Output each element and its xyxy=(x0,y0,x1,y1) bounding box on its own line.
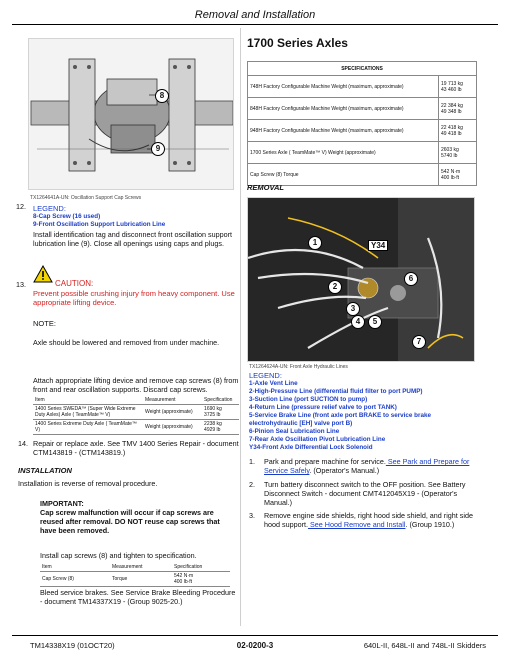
hydraulic-legend xyxy=(249,371,479,452)
figure2-caption: TX1264624A-UN: Front Axle Hydraulic Lines xyxy=(249,364,348,370)
column-divider xyxy=(240,28,241,626)
right-step-1-number: 1. xyxy=(249,457,255,466)
section-title: 1700 Series Axles xyxy=(247,36,348,50)
step-12-number: 12. xyxy=(16,202,26,211)
hydraulic-photo xyxy=(248,198,475,362)
header-rule xyxy=(12,24,498,25)
table-cell-item: 1400 Series Extreme Duty Axle ( TeamMate™ V) xyxy=(33,420,143,435)
important-label: IMPORTANT: xyxy=(40,499,84,508)
table-cell-item: 1400 Series SWEDA™ (Super Wide Extreme Duty Axles) Axle ( TeamMate™ V) xyxy=(33,405,143,420)
hydraulic-lines-figure xyxy=(247,197,475,362)
table-cell-measurement: Torque xyxy=(110,572,172,587)
legend2-item: 6-Pinion Seal Lubrication Line xyxy=(249,428,340,435)
callout-1: 1 xyxy=(308,236,322,250)
note-text: Axle should be lowered and removed from under machine. xyxy=(33,338,220,347)
spec-row-label: 848H Factory Configurable Machine Weight (maximum, approximate) xyxy=(248,98,439,120)
step-12-legend-title: LEGEND: xyxy=(33,204,66,213)
table-cell-measurement: Weight (approximate) xyxy=(143,405,202,420)
col-item: Item xyxy=(33,396,143,405)
right-step-2-text: Turn battery disconnect switch to the OFF position. See Battery Disconnect Switch - document CMT412045X19 - (Operator's Manual.) xyxy=(264,480,466,507)
callout-6: 6 xyxy=(404,272,418,286)
legend2-item: 1-Axle Vent Line xyxy=(249,380,298,387)
table-cell-spec: 1690 kg 3725 lb xyxy=(202,405,239,420)
col-item: Item xyxy=(40,563,110,572)
callout-8: 8 xyxy=(155,89,169,103)
figure1-caption: TX1264641A-UN: Oscillation Support Cap Screws xyxy=(30,195,142,201)
callout-5: 5 xyxy=(368,315,382,329)
footer-rule xyxy=(12,635,498,636)
spec-row-value: 542 N·m 400 lb·ft xyxy=(439,164,477,186)
note-label: NOTE: xyxy=(33,319,56,328)
removal-heading: REMOVAL xyxy=(247,183,284,192)
legend2-title: LEGEND: xyxy=(249,371,282,380)
legend2-item: 3-Suction Line (port SUCTION to pump) xyxy=(249,396,368,403)
col-spec: Specification xyxy=(202,396,239,405)
step-12-text: Install identification tag and disconnect front oscillation support lubrication line (9). Close all openings using caps and plugs. xyxy=(33,230,232,248)
axle-oscillation-figure xyxy=(28,38,234,190)
table-cell-item: Cap Screw (8) xyxy=(40,572,110,587)
right-step-3-text: Remove engine side shields, right hood side shield, and right side hood support. See Hood Remove and Install. (Group 1910.) xyxy=(264,511,473,529)
legend2-item: Y34-Front Axle Differential Lock Solenoid xyxy=(249,444,373,451)
callout-2: 2 xyxy=(328,280,342,294)
col-measurement: Measurement xyxy=(110,563,172,572)
step-14-text: Repair or replace axle. See TMV 1400 Series Repair - document CTM143819 - (CTM143819.) xyxy=(33,439,239,457)
spec-row-value: 22 384 kg 49 348 lb xyxy=(439,98,477,120)
axle-drawing xyxy=(29,39,234,190)
callout-9: 9 xyxy=(151,142,165,156)
specifications-header: SPECIFICATIONS xyxy=(248,62,477,76)
legend2-item: 7-Rear Axle Oscillation Pivot Lubrication Line xyxy=(249,436,386,443)
step-13-text: Attach appropriate lifting device and remove cap screws (8) from front and rear oscillation supports. Discard cap screws. xyxy=(33,376,239,394)
caution-icon xyxy=(33,265,53,288)
caution-text: Prevent possible crushing injury from heavy component. Use appropriate lifting device. xyxy=(33,289,235,307)
footer-machine-models: 640L-II, 648L-II and 748L-II Skidders xyxy=(363,641,486,650)
spec-row-value: 2603 kg 5740 lb xyxy=(439,142,477,164)
bleed-text: Bleed service brakes. See Service Brake Bleeding Procedure - document TM14337X19 - (Group 9025-20.) xyxy=(40,588,236,606)
footer-page-number: 02-0200-3 xyxy=(236,641,274,650)
callout-4: 4 xyxy=(351,315,365,329)
step-12-block xyxy=(33,204,237,248)
col-spec: Specification xyxy=(172,563,230,572)
spec-row-label: 748H Factory Configurable Machine Weight (maximum, approximate) xyxy=(248,76,439,98)
spec-row-label: 1700 Series Axle ( TeamMate™ V) Weight (approximate) xyxy=(248,142,439,164)
table-cell-measurement: Weight (approximate) xyxy=(143,420,202,435)
right-step-1-text: Park and prepare machine for service. See Park and Prepare for Service Safely. (Operator's Manual.) xyxy=(264,457,470,475)
footer-doc-id: TM14338X19 (01OCT20) xyxy=(30,641,115,650)
page-header-title: Removal and Installation xyxy=(194,9,316,21)
legend-item-8: 8-Cap Screw (16 used) xyxy=(33,213,101,220)
step-14-number: 14. xyxy=(18,439,28,448)
legend2-item: 4-Return Line (pressure relief valve to port TANK) xyxy=(249,404,397,411)
table-cell-spec: 2238 kg 4929 lb xyxy=(202,420,239,435)
caution-label: CAUTION: xyxy=(55,279,94,288)
cap-screw-torque-table xyxy=(40,563,230,587)
spec-row-value: 22 418 kg 49 418 lb xyxy=(439,120,477,142)
park-prepare-link[interactable]: See Park and Prepare for Service Safely xyxy=(264,457,470,475)
important-text: Cap screw malfunction will occur if cap screws are reused after removal. DO NOT reuse cap screws that have been removed. xyxy=(40,508,220,535)
legend2-item: 2-High-Pressure Line (differential fluid filter to port PUMP) xyxy=(249,388,423,395)
spec-row-label: Cap Screw (8) Torque xyxy=(248,164,439,186)
callout-3: 3 xyxy=(346,302,360,316)
installation-intro: Installation is reverse of removal procedure. xyxy=(18,479,158,488)
hood-remove-link[interactable]: See Hood Remove and Install xyxy=(307,520,406,529)
col-measurement: Measurement xyxy=(143,396,202,405)
specifications-table xyxy=(247,61,477,186)
spec-row-label: 948H Factory Configurable Machine Weight (maximum, approximate) xyxy=(248,120,439,142)
legend2-item: 5-Service Brake Line (front axle port BRAKE to service brake electrohydraulic [EH] valve port B) xyxy=(249,412,431,427)
callout-7: 7 xyxy=(412,335,426,349)
table-cell-spec: 542 N·m 400 lb·ft xyxy=(172,572,230,587)
legend-item-9: 9-Front Oscillation Support Lubrication Line xyxy=(33,221,166,228)
torque-text: Install cap screws (8) and tighten to specification. xyxy=(40,551,197,560)
spec-row-value: 19 713 kg 43 460 lb xyxy=(439,76,477,98)
callout-y34: Y34 xyxy=(368,240,388,251)
installation-heading: INSTALLATION xyxy=(18,466,72,475)
axle-weight-table xyxy=(33,396,239,435)
right-step-2-number: 2. xyxy=(249,480,255,489)
right-step-3-number: 3. xyxy=(249,511,255,520)
step-13-number: 13. xyxy=(16,280,26,289)
